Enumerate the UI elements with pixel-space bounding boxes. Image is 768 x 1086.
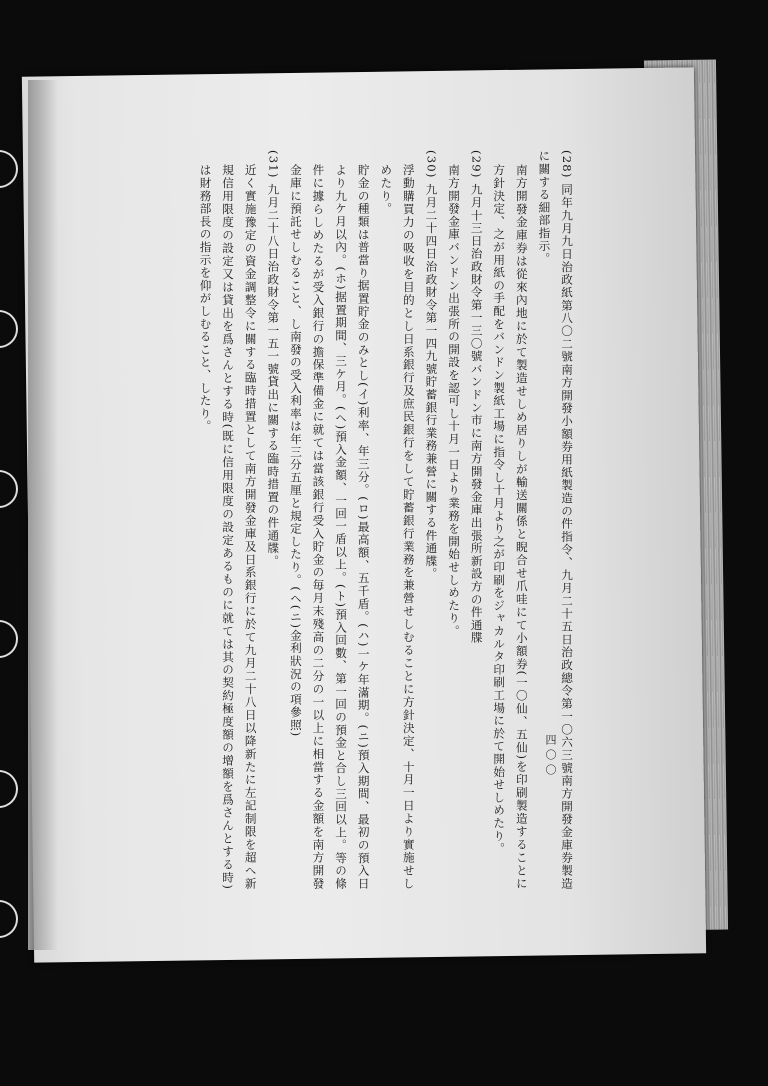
binder-ring	[0, 310, 18, 348]
paragraph-28-heading: (28) 同年九月九日治政紙第八〇二號南方開發小額券用紙製造の件指令、九月二十五日治政總令第一〇六三號南方開發金庫券製造に關する細部指示。	[537, 150, 574, 890]
paragraph-31-heading: (31) 九月二十八日治政財令第一五一號貸出に關する臨時措置の件通牒。	[266, 150, 281, 568]
paragraph-28-body: 南方開發金庫券は從來內地に於て製造せしめ居りしが輸送關係と睨合せ爪哇にて小額券(一〇仙、五仙)を印刷製造することに方針決定、之が用紙の手配をバンドン製紙工場に指令し十月より之が印刷をジャカルタ印刷工場に於て開始せしめたり。	[492, 163, 529, 890]
paragraph-31-body: 近く實施豫定の資金調整令に關する臨時措置として南方開發金庫及日系銀行に於て九月二十八日以降新たに左記制限を超へ新規信用限度の設定又は貸出を爲さんとする時(既に信用限度の設定あるものに就ては其の契約極度額の增額を爲さんとする時)は財務部長の指示を仰がしむること、したり。	[198, 163, 258, 890]
vertical-text-body	[78, 150, 578, 890]
paragraph-30-details: 貯金の種類は普當り据置貯金のみとし(イ)利率、年三分。(ロ)最高額、五千盾。(ハ)一ケ年滿期。(ニ)預入期間、最初の預入日より九ケ月以內。(ホ)据置期間、三ケ月。(ヘ)預入金額、一回一盾以上。(ト)預入回數、第一回の預金と合し三回以上。等の條件に據らしめたるが受入銀行の擔保準備金に就ては當該銀行受入貯金の毎月末殘高の二分の一以上に相當する金額を南方開發金庫に預託せしむること、し南發の受入利率は年三分五厘と規定したり。(ヘ(ニ)金利狀況の項參照)	[288, 163, 371, 890]
binder-ring	[0, 150, 18, 188]
binder-ring	[0, 770, 18, 808]
binder-ring	[0, 470, 18, 508]
paragraph-29-body: 南方開發金庫バンドン出張所の開設を認可し十月一日より業務を開始せしめたり。	[447, 163, 462, 638]
binding-shadow	[28, 80, 58, 950]
paragraph-30-heading: (30) 九月二十四日治政財令第一四九號貯蓄銀行業務兼營に關する件通牒。	[424, 150, 439, 581]
paragraph-29-heading: (29) 九月十三日治政財令第一三〇號バンドン市に南方開發金庫出張所新設方の件通牒	[469, 150, 484, 645]
page-number: 四〇〇	[544, 734, 557, 779]
binder-ring	[0, 620, 18, 658]
binder-ring	[0, 900, 18, 938]
paragraph-30-body: 浮動購買力の吸收を目的とし日系銀行及庶民銀行をして貯蓄銀行業務を兼營せしむることに方針決定、十月一日より實施せしめたり。	[379, 163, 416, 890]
